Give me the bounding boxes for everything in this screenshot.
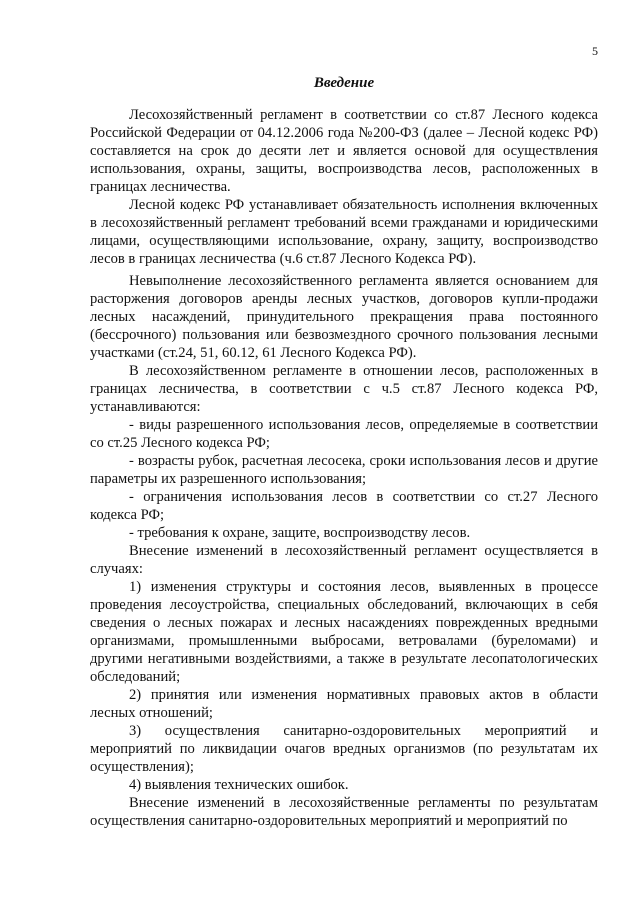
list-item: 2) принятия или изменения нормативных правовых актов в области лесных отношений; [90,687,598,721]
list-item: - ограничения использования лесов в соответствии со ст.27 Лесного кодекса РФ; [90,489,598,523]
list-item: 4) выявления технических ошибок. [129,777,349,793]
paragraph: Лесной кодекс РФ устанавливает обязательность исполнения включенных в лесохозяйственный регламент требований всеми гражданами и юридическими лицами, осуществляющими использование, охрану, защиту, воспроизводство лесов в границах лесничества (ч.6 ст.87 Лесного Кодекса РФ). [90,197,598,267]
paragraph: Лесохозяйственный регламент в соответствии со ст.87 Лесного кодекса Российской Федерации от 04.12.2006 года №200-ФЗ (далее – Лесной кодекс РФ) составляется на срок до десяти лет и является основой для осуществления использования, охраны, защиты, воспроизводства лесов, расположенных в границах лесничества. [90,107,598,195]
paragraph: Невыполнение лесохозяйственного регламента является основанием для расторжения договоров аренды лесных участков, договоров купли-продажи лесных насаждений, принудительного прекращения права постоянного (бессрочного) пользования или безвозмездного срочного пользования лесными участками (ст.24, 51, 60.12, 61 Лесного Кодекса РФ). [90,273,598,361]
section-heading: Введение [313,75,375,91]
paragraph: В лесохозяйственном регламенте в отношении лесов, расположенных в границах лесничества, в соответствии с ч.5 ст.87 Лесного кодекса РФ, устанавливаются: [90,363,598,415]
paragraph: Внесение изменений в лесохозяйственные регламенты по результатам осуществления санитарно-оздоровительных мероприятий и мероприятий по [90,795,598,829]
document-body [90,106,598,830]
list-item: - виды разрешенного использования лесов, определяемые в соответствии со ст.25 Лесного кодекса РФ; [90,417,598,451]
list-item: 1) изменения структуры и состояния лесов, выявленных в процессе проведения лесоустройства, специальных обследований, включающих в себя сведения о лесных пожарах и лесных насаждениях поврежденных вредными организмами, промышленными выбросами, ветровалами (буреломами) и другими негативными воздействиями, а также в результате лесопатологических обследований; [90,579,598,685]
page-number: 5 [592,44,598,58]
list-item: - возрасты рубок, расчетная лесосека, сроки использования лесов и другие параметры их разрешенного использования; [90,453,598,487]
paragraph: Внесение изменений в лесохозяйственный регламент осуществляется в случаях: [90,543,598,577]
list-item: 3) осуществления санитарно-оздоровительных мероприятий и мероприятий по ликвидации очагов вредных организмов (по результатам их осуществления); [90,723,598,775]
list-item: - требования к охране, защите, воспроизводству лесов. [129,525,471,541]
